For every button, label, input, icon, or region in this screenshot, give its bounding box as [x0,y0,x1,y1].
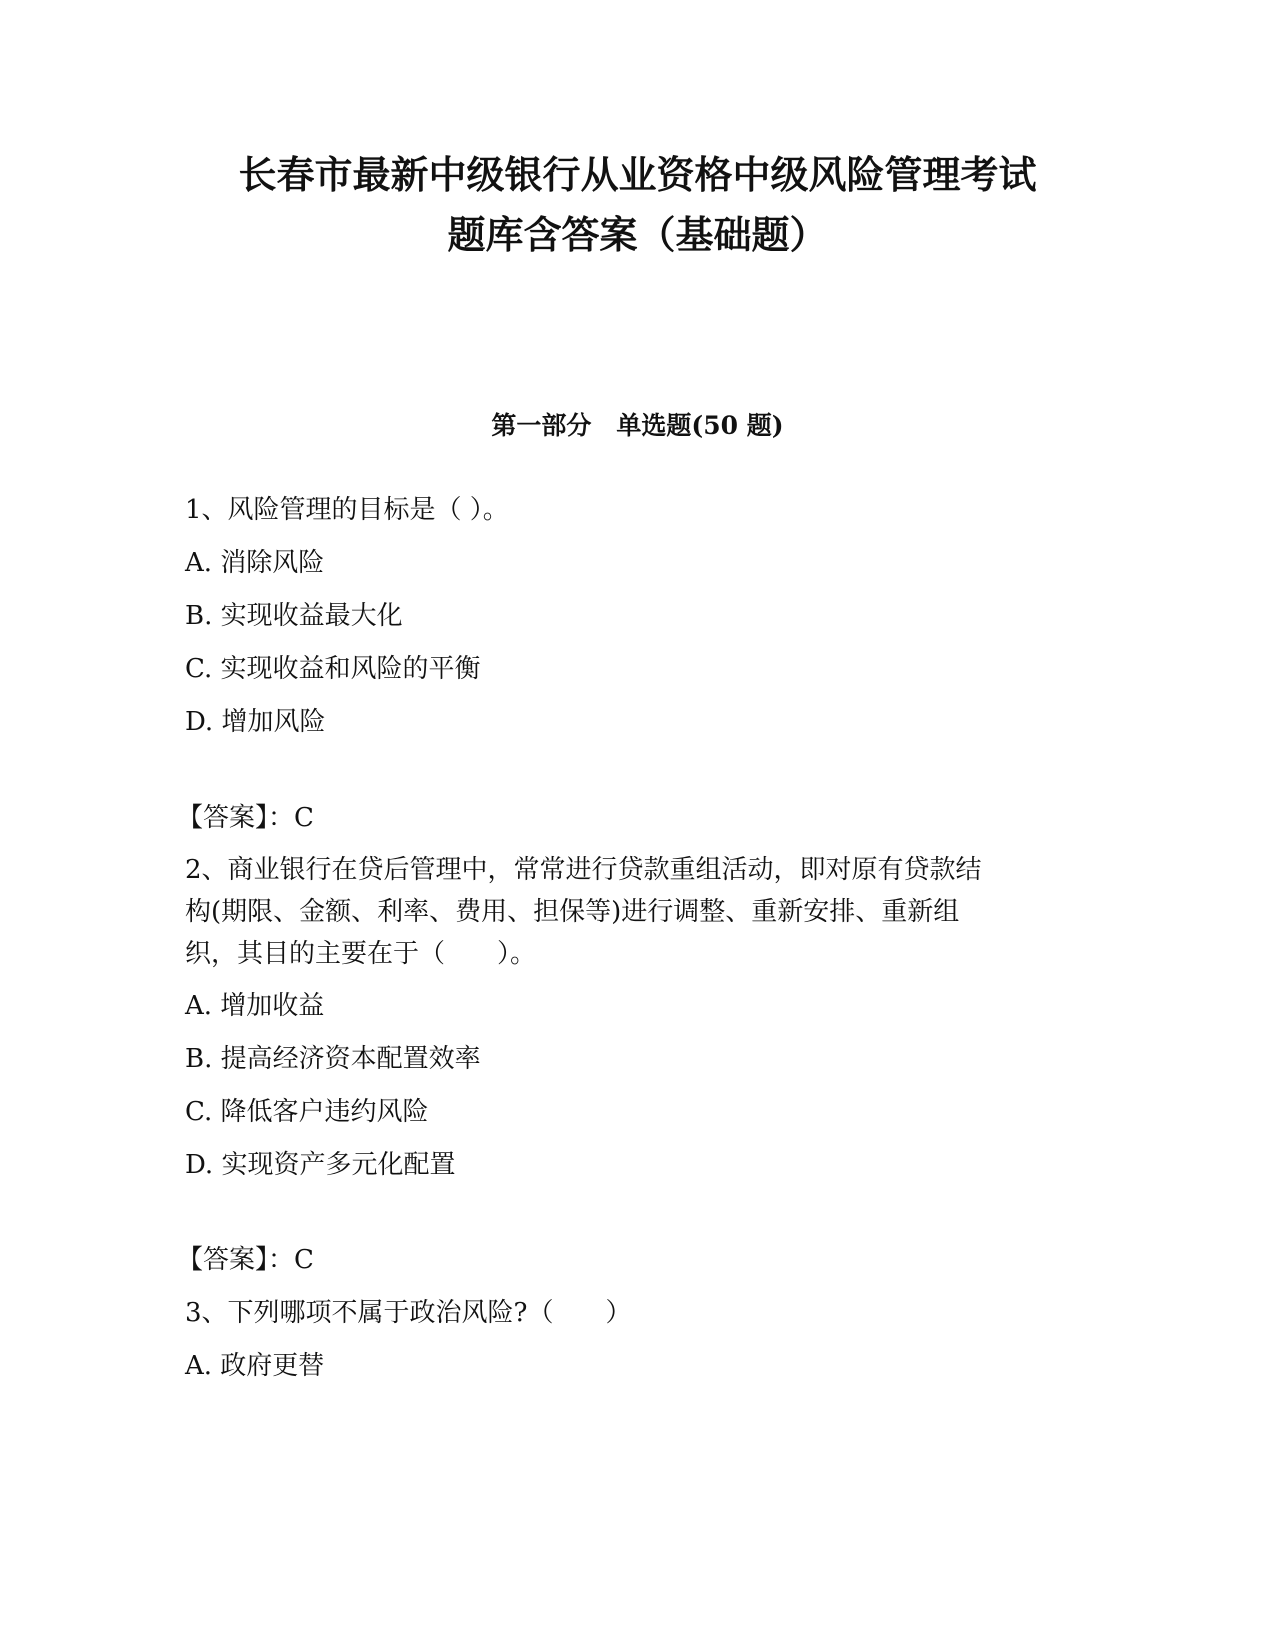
question-3-option-a: A. 政府更替 [185,1351,325,1381]
question-2-stem-line-2: 构(期限、金额、利率、费用、担保等)进行调整、重新安排、重新组 [185,897,960,927]
question-1-option-c: C. 实现收益和风险的平衡 [185,654,481,684]
question-3-stem: 3、下列哪项不属于政治风险?（ ） [185,1298,632,1328]
question-1-option-b: B. 实现收益最大化 [185,601,403,631]
section-heading: 第一部分 单选题(50 题) [491,411,784,440]
document-title-line-2: 题库含答案（基础题） [447,213,828,257]
question-2-option-a: A. 增加收益 [185,991,325,1021]
question-1-answer: 【答案】：C [177,803,314,833]
question-2-option-d: D. 实现资产多元化配置 [185,1150,456,1180]
question-2-option-b: B. 提高经济资本配置效率 [185,1044,481,1074]
question-2-option-c: C. 降低客户违约风险 [185,1097,429,1127]
document-title-line-1: 长春市最新中级银行从业资格中级风险管理考试 [238,153,1037,197]
question-1-stem: 1、风险管理的目标是（ ）。 [185,495,509,525]
question-2-stem-line-3: 织，其目的主要在于（ ）。 [185,939,537,969]
question-2-answer: 【答案】：C [177,1245,314,1275]
question-1-option-d: D. 增加风险 [185,707,326,737]
document-title [150,145,1125,265]
question-1-option-a: A. 消除风险 [185,548,325,578]
question-2-stem-line-1: 2、商业银行在贷后管理中，常常进行贷款重组活动，即对原有贷款结 [185,855,982,885]
question-2-stem [185,849,1080,975]
